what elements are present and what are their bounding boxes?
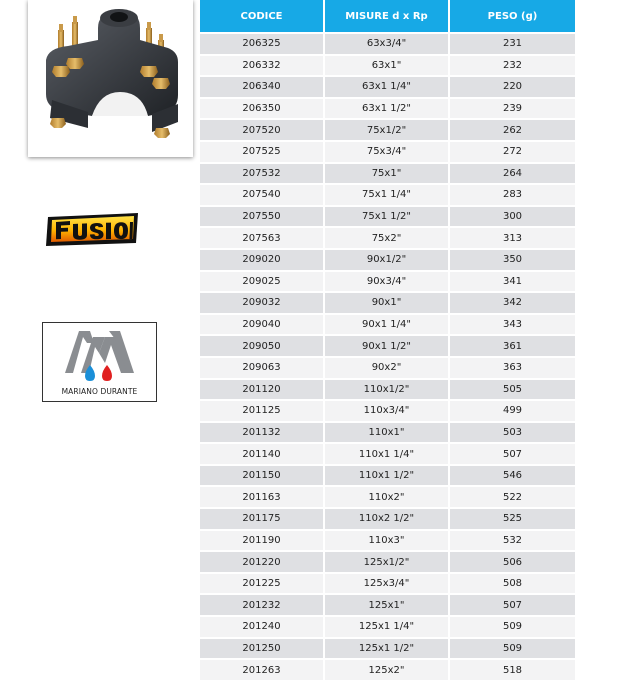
cell-misure: 63x1 1/4" <box>325 77 450 99</box>
cell-peso: 239 <box>450 99 575 121</box>
cell-misure: 75x3/4" <box>325 142 450 164</box>
table-row <box>200 552 575 574</box>
header-codice: CODICE <box>200 0 325 34</box>
cell-misure: 125x1 1/2" <box>325 639 450 661</box>
product-spec-table <box>200 0 575 682</box>
table-row <box>200 164 575 186</box>
cell-misure: 125x1/2" <box>325 552 450 574</box>
cell-misure: 125x1" <box>325 595 450 617</box>
table-header-row <box>200 0 575 34</box>
table-row <box>200 487 575 509</box>
cell-peso: 507 <box>450 595 575 617</box>
mariano-durante-logo <box>42 322 157 402</box>
table-row <box>200 207 575 229</box>
cell-codice: 201240 <box>200 617 325 639</box>
cell-misure: 75x1 1/2" <box>325 207 450 229</box>
cell-codice: 201190 <box>200 531 325 553</box>
cell-peso: 232 <box>450 56 575 78</box>
product-photo <box>28 0 193 157</box>
cell-misure: 125x2" <box>325 660 450 682</box>
table-row <box>200 423 575 445</box>
cell-peso: 231 <box>450 34 575 56</box>
cell-peso: 507 <box>450 444 575 466</box>
table-row <box>200 358 575 380</box>
cell-misure: 90x3/4" <box>325 272 450 294</box>
cell-misure: 90x1 1/2" <box>325 336 450 358</box>
table-row <box>200 142 575 164</box>
cell-peso: 341 <box>450 272 575 294</box>
cell-codice: 207563 <box>200 228 325 250</box>
cell-codice: 201140 <box>200 444 325 466</box>
cell-codice: 206325 <box>200 34 325 56</box>
cell-codice: 206340 <box>200 77 325 99</box>
cell-peso: 505 <box>450 380 575 402</box>
cell-codice: 209032 <box>200 293 325 315</box>
cell-peso: 522 <box>450 487 575 509</box>
table-body <box>200 34 575 682</box>
cell-codice: 201232 <box>200 595 325 617</box>
cell-peso: 342 <box>450 293 575 315</box>
table-row <box>200 56 575 78</box>
cell-misure: 110x1/2" <box>325 380 450 402</box>
cell-peso: 313 <box>450 228 575 250</box>
cell-misure: 110x3/4" <box>325 401 450 423</box>
pipe-saddle-clamp-image <box>28 0 193 157</box>
cell-peso: 350 <box>450 250 575 272</box>
table-row <box>200 639 575 661</box>
cell-misure: 110x2 1/2" <box>325 509 450 531</box>
cell-peso: 503 <box>450 423 575 445</box>
cell-codice: 201225 <box>200 574 325 596</box>
cell-peso: 508 <box>450 574 575 596</box>
cell-peso: 518 <box>450 660 575 682</box>
table-row <box>200 315 575 337</box>
table-row <box>200 293 575 315</box>
cell-misure: 90x1/2" <box>325 250 450 272</box>
cell-codice: 209025 <box>200 272 325 294</box>
cell-peso: 361 <box>450 336 575 358</box>
cell-peso: 262 <box>450 120 575 142</box>
cell-codice: 201163 <box>200 487 325 509</box>
cell-peso: 506 <box>450 552 575 574</box>
header-misure: MISURE d x Rp <box>325 0 450 34</box>
cell-misure: 75x2" <box>325 228 450 250</box>
cell-misure: 75x1" <box>325 164 450 186</box>
table-row <box>200 401 575 423</box>
cell-misure: 63x1" <box>325 56 450 78</box>
cell-codice: 201125 <box>200 401 325 423</box>
cell-misure: 125x3/4" <box>325 574 450 596</box>
cell-codice: 207550 <box>200 207 325 229</box>
cell-misure: 110x1" <box>325 423 450 445</box>
cell-codice: 201175 <box>200 509 325 531</box>
table-row <box>200 574 575 596</box>
table-row <box>200 272 575 294</box>
cell-peso: 283 <box>450 185 575 207</box>
cell-misure: 63x3/4" <box>325 34 450 56</box>
cell-peso: 509 <box>450 639 575 661</box>
cell-peso: 300 <box>450 207 575 229</box>
cell-peso: 272 <box>450 142 575 164</box>
cell-peso: 363 <box>450 358 575 380</box>
cell-peso: 220 <box>450 77 575 99</box>
cell-misure: 90x2" <box>325 358 450 380</box>
cell-codice: 206332 <box>200 56 325 78</box>
cell-misure: 75x1 1/4" <box>325 185 450 207</box>
cell-misure: 90x1 1/4" <box>325 315 450 337</box>
table-row <box>200 250 575 272</box>
table-row <box>200 34 575 56</box>
table-row <box>200 99 575 121</box>
cell-codice: 201132 <box>200 423 325 445</box>
table-row <box>200 660 575 682</box>
cell-codice: 201120 <box>200 380 325 402</box>
cell-codice: 201263 <box>200 660 325 682</box>
table-row <box>200 595 575 617</box>
table-row <box>200 444 575 466</box>
cell-codice: 207525 <box>200 142 325 164</box>
cell-peso: 264 <box>450 164 575 186</box>
cell-codice: 207520 <box>200 120 325 142</box>
cell-peso: 546 <box>450 466 575 488</box>
cell-misure: 125x1 1/4" <box>325 617 450 639</box>
table-row <box>200 228 575 250</box>
mariano-logo-caption: MARIANO DURANTE <box>61 387 138 396</box>
cell-misure: 75x1/2" <box>325 120 450 142</box>
header-peso: PESO (g) <box>450 0 575 34</box>
cell-codice: 209020 <box>200 250 325 272</box>
cell-misure: 90x1" <box>325 293 450 315</box>
table-row <box>200 120 575 142</box>
cell-codice: 201220 <box>200 552 325 574</box>
cell-codice: 209040 <box>200 315 325 337</box>
cell-codice: 209050 <box>200 336 325 358</box>
cell-codice: 201250 <box>200 639 325 661</box>
cell-codice: 201150 <box>200 466 325 488</box>
table-row <box>200 531 575 553</box>
cell-peso: 343 <box>450 315 575 337</box>
table-row <box>200 77 575 99</box>
table-row <box>200 380 575 402</box>
table-row <box>200 509 575 531</box>
fusion-brand-logo <box>44 211 141 247</box>
cell-misure: 110x2" <box>325 487 450 509</box>
cell-misure: 110x1 1/4" <box>325 444 450 466</box>
table-row <box>200 617 575 639</box>
cell-peso: 525 <box>450 509 575 531</box>
cell-peso: 509 <box>450 617 575 639</box>
cell-codice: 207540 <box>200 185 325 207</box>
table-row <box>200 336 575 358</box>
cell-misure: 110x1 1/2" <box>325 466 450 488</box>
cell-peso: 532 <box>450 531 575 553</box>
table-row <box>200 466 575 488</box>
cell-misure: 63x1 1/2" <box>325 99 450 121</box>
cell-misure: 110x3" <box>325 531 450 553</box>
cell-peso: 499 <box>450 401 575 423</box>
cell-codice: 207532 <box>200 164 325 186</box>
cell-codice: 209063 <box>200 358 325 380</box>
cell-codice: 206350 <box>200 99 325 121</box>
table-row <box>200 185 575 207</box>
